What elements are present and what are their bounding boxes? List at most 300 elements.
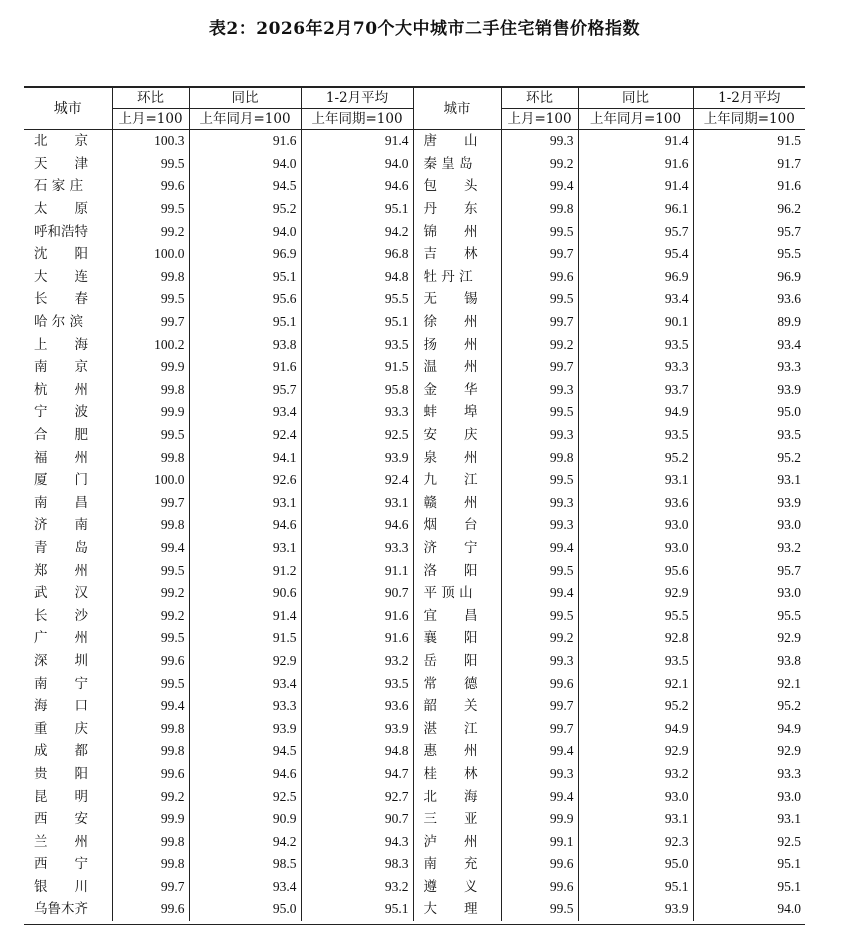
city-name-right: 徐 州 (413, 311, 501, 334)
mom-value-left: 99.2 (112, 220, 189, 243)
yoy-value-left: 98.5 (189, 853, 301, 876)
city-name-left: 银 川 (34, 878, 88, 895)
yoy-value-right: 92.1 (578, 672, 693, 695)
mom-value-right: 99.7 (501, 717, 578, 740)
mom-value-left: 100.0 (112, 243, 189, 266)
mom-value-left: 99.2 (112, 604, 189, 627)
yoy-value-left: 94.6 (189, 514, 301, 537)
yoy-value-left: 94.2 (189, 830, 301, 853)
mom-value-left: 99.9 (112, 808, 189, 831)
yoy-value-right: 95.1 (578, 876, 693, 899)
yoy-value-left: 93.4 (189, 876, 301, 899)
yoy-value-left: 90.9 (189, 808, 301, 831)
mom-value-right: 99.7 (501, 356, 578, 379)
mom-value-right: 99.9 (501, 808, 578, 831)
avg-value-left: 93.5 (301, 672, 413, 695)
mom-value-right: 99.3 (501, 650, 578, 673)
mom-value-left: 99.8 (112, 717, 189, 740)
yoy-value-left: 95.1 (189, 266, 301, 289)
yoy-value-left: 94.5 (189, 175, 301, 198)
mom-value-right: 99.4 (501, 582, 578, 605)
yoy-value-right: 95.0 (578, 853, 693, 876)
avg-value-right: 93.5 (693, 424, 805, 447)
city-name-right: 吉 林 (413, 243, 501, 266)
table-row (24, 808, 805, 831)
city-name-left: 福 州 (34, 449, 88, 466)
city-header-left: 城市 (24, 88, 112, 130)
yoy-value-right: 91.4 (578, 130, 693, 153)
city-name-right: 遵 义 (413, 876, 501, 899)
city-name-left: 长 沙 (34, 607, 88, 624)
yoy-value-right: 93.5 (578, 333, 693, 356)
avg-value-left: 94.8 (301, 740, 413, 763)
table-row (24, 175, 805, 198)
city-name-right: 桂 林 (413, 763, 501, 786)
yoy-value-right: 93.2 (578, 763, 693, 786)
mom-value-right: 99.6 (501, 853, 578, 876)
city-name-right: 安 庆 (413, 424, 501, 447)
table-row (24, 198, 805, 221)
avg-value-right: 91.6 (693, 175, 805, 198)
city-name-left: 广 州 (34, 630, 88, 647)
city-name-right: 平 顶 山 (413, 582, 501, 605)
yoy-value-left: 96.9 (189, 243, 301, 266)
city-name-left: 呼和浩特 (34, 223, 88, 240)
city-name-right: 牡 丹 江 (413, 266, 501, 289)
avg-value-right: 92.1 (693, 672, 805, 695)
city-name-left: 成 都 (34, 743, 88, 760)
avg-value-left: 91.4 (301, 130, 413, 153)
table-row (24, 876, 805, 899)
city-name-left: 贵 阳 (34, 765, 88, 782)
city-name-right: 赣 州 (413, 492, 501, 515)
city-name-left: 深 圳 (34, 652, 88, 669)
avg-header-left: 1-2月平均 (301, 88, 413, 109)
avg-value-left: 92.7 (301, 785, 413, 808)
table-row (24, 740, 805, 763)
city-name-left: 西 安 (34, 811, 88, 828)
city-name-right: 岳 阳 (413, 650, 501, 673)
avg-value-right: 96.9 (693, 266, 805, 289)
city-name-left: 沈 阳 (34, 246, 88, 263)
mom-value-right: 99.4 (501, 740, 578, 763)
avg-value-left: 92.5 (301, 424, 413, 447)
mom-value-right: 99.5 (501, 401, 578, 424)
avg-value-right: 95.5 (693, 604, 805, 627)
avg-value-left: 93.1 (301, 492, 413, 515)
avg-value-left: 91.1 (301, 559, 413, 582)
table-row (24, 220, 805, 243)
mom-value-right: 99.3 (501, 492, 578, 515)
mom-value-left: 99.2 (112, 582, 189, 605)
mom-base-right: 上月=100 (501, 109, 578, 130)
avg-value-left: 96.8 (301, 243, 413, 266)
mom-value-left: 99.8 (112, 830, 189, 853)
city-name-right: 济 宁 (413, 537, 501, 560)
yoy-value-right: 95.2 (578, 695, 693, 718)
yoy-value-left: 95.2 (189, 198, 301, 221)
yoy-value-right: 96.1 (578, 198, 693, 221)
mom-value-left: 99.5 (112, 627, 189, 650)
yoy-header-right: 同比 (578, 88, 693, 109)
mom-value-right: 99.4 (501, 537, 578, 560)
city-name-left: 武 汉 (34, 585, 88, 602)
table-row (24, 514, 805, 537)
price-index-table (24, 87, 805, 921)
avg-value-left: 95.8 (301, 379, 413, 402)
table-row (24, 424, 805, 447)
mom-value-right: 99.3 (501, 379, 578, 402)
yoy-value-left: 93.4 (189, 672, 301, 695)
city-name-left: 宁 波 (34, 404, 88, 421)
avg-value-left: 98.3 (301, 853, 413, 876)
city-name-right: 宜 昌 (413, 604, 501, 627)
yoy-base-left: 上年同月=100 (189, 109, 301, 130)
city-name-right: 南 充 (413, 853, 501, 876)
city-name-right: 韶 关 (413, 695, 501, 718)
table-title: 表2：2026年2月70个大中城市二手住宅销售价格指数 (208, 19, 641, 39)
avg-value-right: 92.9 (693, 627, 805, 650)
city-name-right: 秦 皇 岛 (413, 153, 501, 176)
city-name-right: 蚌 埠 (413, 401, 501, 424)
city-name-right: 泉 州 (413, 446, 501, 469)
yoy-value-right: 93.6 (578, 492, 693, 515)
yoy-value-right: 91.6 (578, 153, 693, 176)
table-row (24, 469, 805, 492)
yoy-value-right: 93.0 (578, 514, 693, 537)
mom-value-right: 99.6 (501, 266, 578, 289)
mom-value-right: 99.5 (501, 220, 578, 243)
mom-value-right: 99.8 (501, 446, 578, 469)
avg-value-left: 95.5 (301, 288, 413, 311)
table-row (24, 650, 805, 673)
mom-value-right: 99.3 (501, 763, 578, 786)
table-row (24, 672, 805, 695)
mom-header-right: 环比 (501, 88, 578, 109)
mom-value-left: 99.6 (112, 650, 189, 673)
table-row (24, 492, 805, 515)
city-name-left: 杭 州 (34, 381, 88, 398)
avg-value-right: 95.2 (693, 446, 805, 469)
avg-value-left: 91.5 (301, 356, 413, 379)
table-header (24, 88, 805, 130)
yoy-value-right: 95.2 (578, 446, 693, 469)
avg-value-left: 93.2 (301, 650, 413, 673)
city-name-left: 合 肥 (34, 427, 88, 444)
city-name-left: 石 家 庄 (34, 178, 84, 195)
city-name-right: 大 理 (413, 898, 501, 921)
mom-value-right: 99.5 (501, 559, 578, 582)
avg-value-left: 93.6 (301, 695, 413, 718)
mom-value-right: 99.7 (501, 311, 578, 334)
avg-value-right: 93.1 (693, 469, 805, 492)
mom-value-left: 99.8 (112, 446, 189, 469)
mom-value-left: 99.7 (112, 311, 189, 334)
mom-value-left: 99.4 (112, 537, 189, 560)
avg-value-right: 93.0 (693, 582, 805, 605)
mom-value-right: 99.3 (501, 514, 578, 537)
mom-value-right: 99.7 (501, 243, 578, 266)
table-row (24, 785, 805, 808)
city-name-right: 温 州 (413, 356, 501, 379)
table-body (24, 130, 805, 921)
city-name-right: 常 德 (413, 672, 501, 695)
yoy-value-left: 93.3 (189, 695, 301, 718)
avg-value-right: 93.6 (693, 288, 805, 311)
avg-value-left: 94.0 (301, 153, 413, 176)
table-row (24, 311, 805, 334)
avg-value-right: 91.7 (693, 153, 805, 176)
table-row (24, 537, 805, 560)
mom-value-left: 99.5 (112, 198, 189, 221)
yoy-value-right: 90.1 (578, 311, 693, 334)
avg-value-left: 95.1 (301, 311, 413, 334)
city-name-left: 北 京 (34, 133, 88, 150)
table-row (24, 333, 805, 356)
city-name-right: 无 锡 (413, 288, 501, 311)
yoy-value-left: 94.0 (189, 153, 301, 176)
city-name-left: 兰 州 (34, 833, 88, 850)
city-name-left: 长 春 (34, 291, 88, 308)
avg-value-right: 93.0 (693, 514, 805, 537)
table-row (24, 582, 805, 605)
avg-value-right: 93.9 (693, 492, 805, 515)
table-row (24, 356, 805, 379)
city-name-left: 哈 尔 滨 (34, 314, 84, 331)
yoy-value-left: 94.1 (189, 446, 301, 469)
mom-value-right: 99.5 (501, 604, 578, 627)
avg-value-right: 92.9 (693, 740, 805, 763)
mom-value-right: 99.7 (501, 695, 578, 718)
avg-value-right: 93.4 (693, 333, 805, 356)
avg-value-left: 95.1 (301, 198, 413, 221)
avg-value-left: 94.6 (301, 514, 413, 537)
avg-base-left: 上年同期=100 (301, 109, 413, 130)
avg-value-right: 95.5 (693, 243, 805, 266)
avg-value-right: 93.3 (693, 356, 805, 379)
yoy-value-right: 93.0 (578, 537, 693, 560)
city-name-left: 西 宁 (34, 856, 88, 873)
yoy-value-left: 93.1 (189, 492, 301, 515)
mom-value-left: 100.2 (112, 333, 189, 356)
yoy-value-right: 94.9 (578, 717, 693, 740)
avg-value-right: 95.2 (693, 695, 805, 718)
avg-value-right: 95.7 (693, 220, 805, 243)
city-name-left: 天 津 (34, 155, 88, 172)
yoy-value-right: 92.9 (578, 582, 693, 605)
table-row (24, 266, 805, 289)
yoy-value-right: 95.5 (578, 604, 693, 627)
mom-header-left: 环比 (112, 88, 189, 109)
avg-value-right: 96.2 (693, 198, 805, 221)
yoy-value-right: 96.9 (578, 266, 693, 289)
avg-value-right: 93.2 (693, 537, 805, 560)
avg-header-right: 1-2月平均 (693, 88, 805, 109)
table-row (24, 717, 805, 740)
city-name-left: 郑 州 (34, 562, 88, 579)
yoy-value-left: 95.6 (189, 288, 301, 311)
table-row (24, 898, 805, 921)
mom-value-left: 99.9 (112, 401, 189, 424)
yoy-value-left: 94.6 (189, 763, 301, 786)
city-header-right: 城市 (413, 88, 501, 130)
bottom-rule (24, 924, 805, 925)
yoy-value-left: 95.7 (189, 379, 301, 402)
city-name-left: 昆 明 (34, 788, 88, 805)
yoy-value-right: 93.7 (578, 379, 693, 402)
table-row (24, 763, 805, 786)
yoy-value-left: 92.9 (189, 650, 301, 673)
avg-value-left: 94.2 (301, 220, 413, 243)
city-name-left: 南 昌 (34, 494, 88, 511)
mom-value-left: 99.2 (112, 785, 189, 808)
mom-value-left: 99.8 (112, 740, 189, 763)
avg-value-left: 94.7 (301, 763, 413, 786)
mom-value-left: 99.8 (112, 379, 189, 402)
yoy-value-left: 95.1 (189, 311, 301, 334)
city-name-right: 烟 台 (413, 514, 501, 537)
city-name-left: 济 南 (34, 517, 88, 534)
mom-value-left: 99.5 (112, 559, 189, 582)
mom-value-left: 99.8 (112, 266, 189, 289)
table-row (24, 288, 805, 311)
avg-value-left: 94.8 (301, 266, 413, 289)
avg-value-right: 89.9 (693, 311, 805, 334)
yoy-value-left: 94.0 (189, 220, 301, 243)
avg-value-left: 95.1 (301, 898, 413, 921)
table-row (24, 559, 805, 582)
avg-value-right: 95.7 (693, 559, 805, 582)
mom-value-right: 99.4 (501, 785, 578, 808)
mom-value-right: 99.5 (501, 469, 578, 492)
avg-value-right: 95.0 (693, 401, 805, 424)
mom-value-right: 99.6 (501, 672, 578, 695)
yoy-value-right: 93.1 (578, 469, 693, 492)
city-name-left: 上 海 (34, 336, 88, 353)
table-row (24, 379, 805, 402)
mom-value-right: 99.3 (501, 130, 578, 153)
yoy-value-left: 92.6 (189, 469, 301, 492)
avg-value-left: 93.3 (301, 401, 413, 424)
avg-value-right: 95.1 (693, 853, 805, 876)
mom-value-right: 99.3 (501, 424, 578, 447)
table-row (24, 401, 805, 424)
table-row (24, 446, 805, 469)
yoy-value-right: 92.9 (578, 740, 693, 763)
yoy-value-left: 92.5 (189, 785, 301, 808)
table-row (24, 627, 805, 650)
table-row (24, 695, 805, 718)
mom-value-right: 99.5 (501, 288, 578, 311)
yoy-value-right: 93.1 (578, 808, 693, 831)
city-name-left: 厦 门 (34, 472, 88, 489)
avg-value-left: 91.6 (301, 627, 413, 650)
city-name-right: 湛 江 (413, 717, 501, 740)
yoy-value-right: 95.6 (578, 559, 693, 582)
avg-value-left: 90.7 (301, 582, 413, 605)
city-name-right: 丹 东 (413, 198, 501, 221)
city-name-right: 金 华 (413, 379, 501, 402)
city-name-right: 洛 阳 (413, 559, 501, 582)
table-row (24, 853, 805, 876)
mom-value-right: 99.8 (501, 198, 578, 221)
mom-value-left: 99.7 (112, 492, 189, 515)
mom-value-left: 99.6 (112, 763, 189, 786)
city-name-right: 包 头 (413, 175, 501, 198)
mom-value-right: 99.5 (501, 898, 578, 921)
mom-value-right: 99.1 (501, 830, 578, 853)
table-row (24, 830, 805, 853)
avg-value-left: 93.9 (301, 717, 413, 740)
mom-value-left: 100.3 (112, 130, 189, 153)
avg-value-right: 93.0 (693, 785, 805, 808)
mom-value-right: 99.2 (501, 153, 578, 176)
yoy-value-right: 95.4 (578, 243, 693, 266)
yoy-value-right: 91.4 (578, 175, 693, 198)
yoy-value-left: 91.6 (189, 356, 301, 379)
mom-value-left: 99.5 (112, 424, 189, 447)
avg-value-right: 94.0 (693, 898, 805, 921)
avg-value-right: 93.8 (693, 650, 805, 673)
city-name-right: 三 亚 (413, 808, 501, 831)
city-name-right: 北 海 (413, 785, 501, 808)
avg-value-left: 93.2 (301, 876, 413, 899)
table-row (24, 243, 805, 266)
avg-value-right: 91.5 (693, 130, 805, 153)
yoy-value-right: 93.0 (578, 785, 693, 808)
city-name-left: 青 岛 (34, 539, 88, 556)
mom-value-left: 100.0 (112, 469, 189, 492)
avg-value-left: 94.6 (301, 175, 413, 198)
avg-value-left: 90.7 (301, 808, 413, 831)
avg-value-right: 94.9 (693, 717, 805, 740)
city-name-right: 泸 州 (413, 830, 501, 853)
city-name-right: 扬 州 (413, 333, 501, 356)
city-name-left: 海 口 (34, 698, 88, 715)
city-name-left: 南 京 (34, 359, 88, 376)
yoy-value-left: 90.6 (189, 582, 301, 605)
city-name-left: 太 原 (34, 201, 88, 218)
avg-value-left: 94.3 (301, 830, 413, 853)
yoy-value-right: 92.3 (578, 830, 693, 853)
mom-value-right: 99.6 (501, 876, 578, 899)
mom-value-left: 99.5 (112, 672, 189, 695)
avg-value-right: 93.9 (693, 379, 805, 402)
yoy-value-left: 95.0 (189, 898, 301, 921)
mom-value-left: 99.8 (112, 514, 189, 537)
mom-value-left: 99.8 (112, 853, 189, 876)
mom-value-left: 99.6 (112, 175, 189, 198)
yoy-value-left: 91.6 (189, 130, 301, 153)
city-name-right: 唐 山 (413, 130, 501, 153)
city-name-left: 乌鲁木齐 (34, 901, 88, 918)
avg-value-left: 93.9 (301, 446, 413, 469)
city-name-right: 锦 州 (413, 220, 501, 243)
yoy-value-right: 93.4 (578, 288, 693, 311)
mom-value-left: 99.5 (112, 153, 189, 176)
yoy-value-right: 93.3 (578, 356, 693, 379)
city-name-right: 九 江 (413, 469, 501, 492)
table-row (24, 153, 805, 176)
yoy-value-left: 92.4 (189, 424, 301, 447)
city-name-right: 襄 阳 (413, 627, 501, 650)
yoy-value-right: 93.9 (578, 898, 693, 921)
avg-base-right: 上年同期=100 (693, 109, 805, 130)
yoy-value-right: 92.8 (578, 627, 693, 650)
avg-value-left: 92.4 (301, 469, 413, 492)
yoy-value-right: 95.7 (578, 220, 693, 243)
mom-value-right: 99.2 (501, 333, 578, 356)
